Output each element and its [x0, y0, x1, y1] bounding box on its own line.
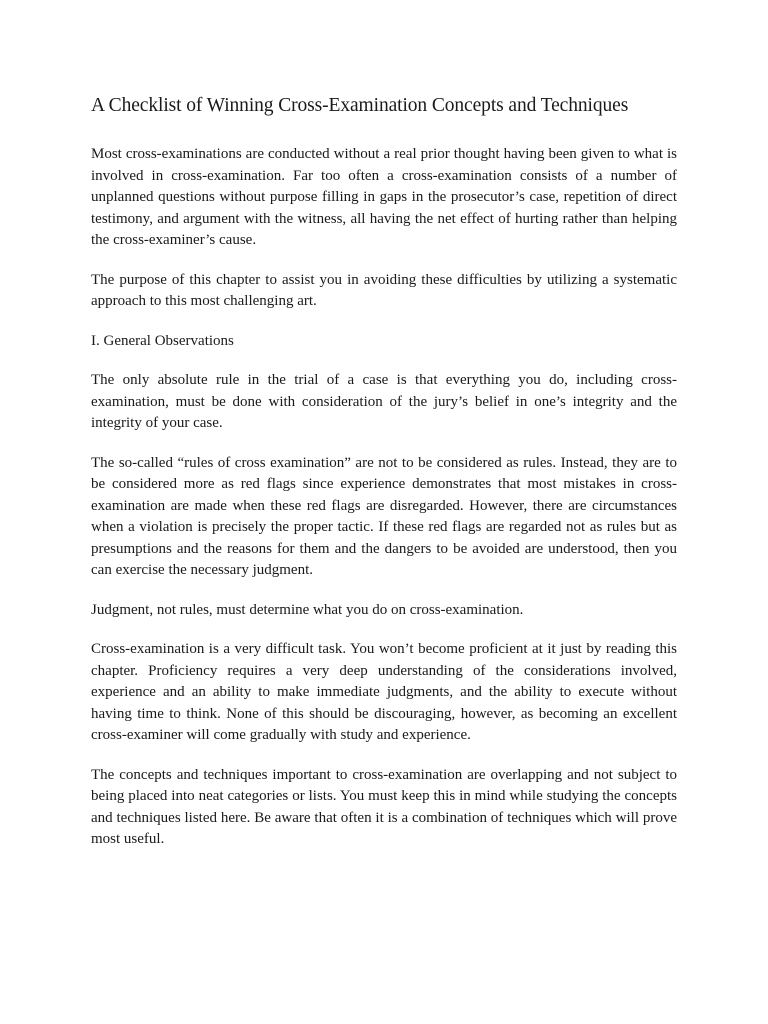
section-paragraph-1: The only absolute rule in the trial of a case is that everything you do, including cross-examination, must be done with consideration of the jury’s belief in one’s integrity and the integrity of your case.: [91, 372, 677, 431]
section-paragraph-3: Judgment, not rules, must determine what you do on cross-examination.: [91, 601, 524, 618]
section-paragraph-4: Cross-examination is a very difficult task. You won’t become proficient at it just by reading this chapter. Proficiency requires a very deep understanding of the considerations involved, experience and an ability to make immediate judgments, and the ability to execute without having time to think. None of this should be discouraging, however, as becoming an excellent cross-examiner will come gradually with study and experience.: [91, 641, 677, 743]
section-paragraph-2: The so-called “rules of cross examination” are not to be considered as rules. Instead, they are to be considered more as red flags since experience demonstrates that most mistakes in cross-examination are made when these red flags are disregarded. However, there are circumstances when a violation is precisely the proper tactic. If these red flags are regarded not as rules but as presumptions and the reasons for them and the dangers to be avoided are understood, then you can exercise the necessary judgment.: [91, 454, 677, 578]
intro-paragraph-1: Most cross-examinations are conducted without a real prior thought having been given to what is involved in cross-examination. Far too often a cross-examination consists of a number of unplanned questions without purpose filling in gaps in the prosecutor’s case, repetition of direct testimony, and argument with the witness, all having the net effect of hurting rather than helping the cross-examiner’s cause.: [91, 146, 677, 248]
section-paragraph-5: The concepts and techniques important to cross-examination are overlapping and not subject to being placed into neat categories or lists. You must keep this in mind while studying the concepts and techniques listed here. Be aware that often it is a combination of techniques which will prove most useful.: [91, 766, 677, 847]
document-title: A Checklist of Winning Cross-Examination Concepts and Techniques: [91, 95, 629, 116]
intro-paragraph-2: The purpose of this chapter to assist you in avoiding these difficulties by utilizing a systematic approach to this most challenging art.: [91, 271, 677, 309]
section-heading: I. General Observations: [91, 332, 234, 349]
